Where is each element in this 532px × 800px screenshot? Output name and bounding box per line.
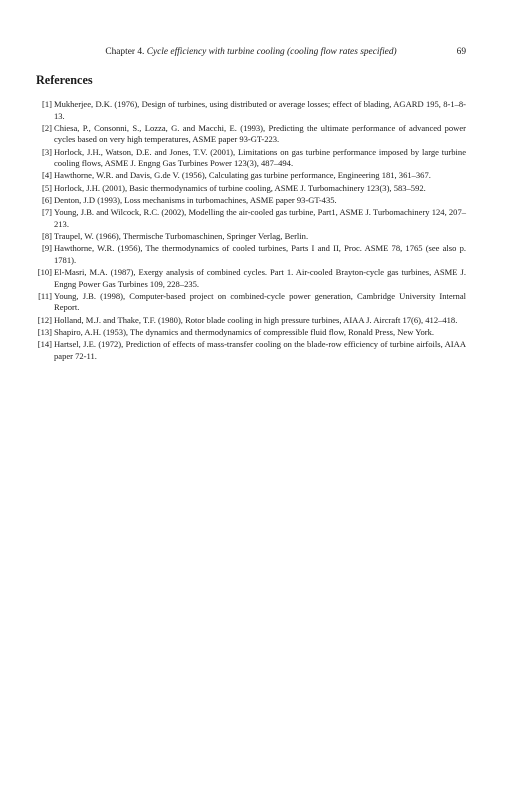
- reference-number: [14]: [37, 339, 52, 350]
- reference-text: Holland, M.J. and Thake, T.F. (1980), Rotor blade cooling in high pressure turbines, AIAA J. Aircraft 17(6), 412–418.: [54, 314, 458, 325]
- reference-item: [36, 195, 466, 207]
- running-header: [36, 47, 466, 61]
- reference-text: Chiesa, P., Consonni, S., Lozza, G. and Macchi, E. (1993), Predicting the ultimate performance of advanced power cycles based on very high temperatures, ASME paper 93-GT-223.: [54, 122, 466, 145]
- reference-item: [36, 339, 466, 362]
- reference-item: [36, 170, 466, 182]
- reference-number: [11]: [38, 290, 52, 301]
- reference-text: Hawthorne, W.R. and Davis, G.de V. (1956), Calculating gas turbine performance, Engineering 181, 361–367.: [54, 170, 431, 181]
- reference-number: [12]: [37, 314, 52, 325]
- reference-number: [7]: [42, 207, 52, 218]
- chapter-label: Chapter 4.: [105, 47, 145, 57]
- reference-list: [36, 99, 466, 363]
- reference-text: Shapiro, A.H. (1953), The dynamics and thermodynamics of compressible fluid flow, Ronald Press, New York.: [54, 327, 435, 338]
- chapter-title: Cycle efficiency with turbine cooling (cooling flow rates specified): [146, 47, 397, 57]
- page-number: 69: [456, 47, 466, 57]
- reference-number: [4]: [42, 170, 52, 181]
- reference-text: Denton, J.D (1993), Loss mechanisms in turbomachines, ASME paper 93-GT-435.: [54, 194, 337, 205]
- reference-number: [8]: [42, 231, 52, 242]
- reference-text: Hartsel, J.E. (1972), Prediction of effects of mass-transfer cooling on the blade-row efficiency of turbine airfoils, AIAA paper 72-11.: [54, 339, 466, 361]
- reference-number: [5]: [42, 182, 52, 193]
- reference-text: Young, J.B. and Wilcock, R.C. (2002), Modelling the air-cooled gas turbine, Part1, ASME J. Turbomachinery 124, 207–213.: [54, 207, 466, 229]
- reference-item: [36, 123, 466, 146]
- running-title: [36, 47, 466, 57]
- reference-item: [36, 315, 466, 327]
- reference-item: [36, 291, 466, 314]
- reference-number: [6]: [42, 194, 52, 205]
- reference-text: Horlock, J.H. (2001), Basic thermodynamics of turbine cooling, ASME J. Turbomachinery 123(3), 583–592.: [54, 182, 426, 193]
- reference-number: [2]: [42, 122, 52, 133]
- reference-item: [36, 183, 466, 195]
- reference-item: [36, 231, 466, 243]
- reference-item: [36, 147, 466, 170]
- reference-item: [36, 207, 466, 230]
- reference-text: Traupel, W. (1966), Thermische Turbomaschinen, Springer Verlag, Berlin.: [54, 231, 309, 242]
- reference-number: [1]: [42, 99, 52, 109]
- reference-text: Young, J.B. (1998), Computer-based project on combined-cycle power generation, Cambridge University Internal Report.: [54, 290, 466, 313]
- reference-item: [36, 99, 466, 122]
- reference-item: [36, 243, 466, 266]
- section-title: References: [36, 73, 93, 87]
- reference-number: [10]: [37, 267, 52, 278]
- reference-number: [3]: [42, 146, 52, 157]
- reference-text: El-Masri, M.A. (1987), Exergy analysis of combined cycles. Part 1. Air-cooled Brayton-cycle gas turbines, ASME J. Engng Power Gas Turbines 109, 228–235.: [54, 267, 466, 289]
- reference-text: Mukherjee, D.K. (1976), Design of turbines, using distributed or average losses; effect of blading, AGARD 195, 8-1–8-13.: [54, 99, 466, 121]
- reference-text: Horlock, J.H., Watson, D.E. and Jones, T.V. (2001), Limitations on gas turbine performance imposed by large turbine cooling flows, ASME J. Engng Gas Turbines Power 123(3), 487–494.: [54, 146, 466, 169]
- reference-number: [9]: [42, 243, 52, 254]
- reference-item: [36, 267, 466, 290]
- reference-number: [13]: [37, 327, 52, 338]
- reference-item: [36, 327, 466, 339]
- reference-text: Hawthorne, W.R. (1956), The thermodynamics of cooled turbines, Parts I and II, Proc. ASME 78, 1765 (see also p. 1781).: [54, 243, 466, 265]
